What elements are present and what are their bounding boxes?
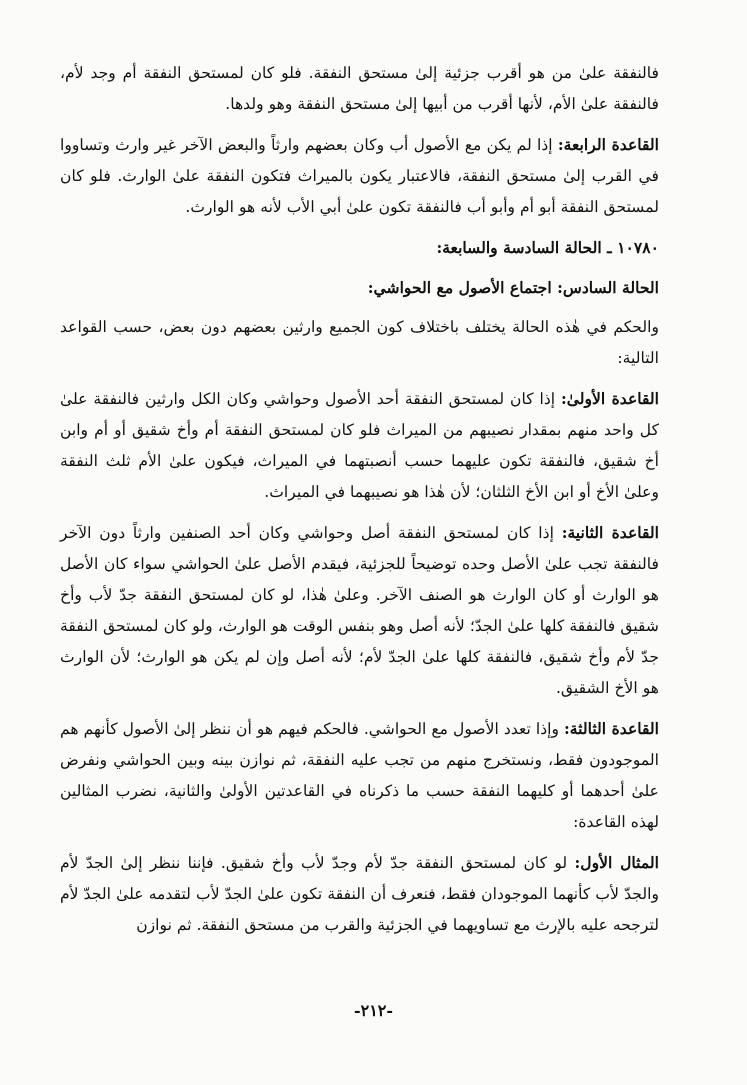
page-number: -٢١٢-: [353, 1001, 394, 1020]
paragraph-text: فالنفقة علىٰ من هو أقرب جزئية إلىٰ مستحق النفقة. فلو كان لمستحق النفقة أم وجد لأم، فالنفقة علىٰ الأم، لأنها أقرب من أبيها إلىٰ مستحق النفقة وهو ولدها.: [60, 64, 659, 113]
paragraph-lead: القاعدة الثانية:: [561, 523, 660, 542]
heading-text: ١٠٧٨٠ ـ الحالة السادسة والسابعة:: [436, 238, 659, 257]
paragraph-text: إذا لم يكن مع الأصول أب وكان بعضهم وارثاً والبعض الآخر غير وارث وتساووا في القرب إلىٰ مستحق النفقة، فالاعتبار يكون بالميراث فتكون النفقة علىٰ الوارث. فلو كان لمستحق النفقة أبو أم وأبو أب فالنفقة تكون علىٰ أبي الأب لأنه هو الوارث.: [60, 136, 659, 216]
paragraph-intro: [60, 312, 659, 374]
paragraph-lead: القاعدة الأولىٰ:: [561, 389, 659, 408]
paragraph-lead: القاعدة الثالثة:: [564, 719, 659, 738]
paragraph-rule-4: [60, 129, 659, 223]
heading-text: الحالة السادس: اجتماع الأصول مع الحواشي:: [367, 278, 659, 297]
paragraph-text: لو كان لمستحق النفقة جدّ لأم وجدّ لأب وأخ شقيق. فإننا ننظر إلىٰ الجدّ لأم والجدّ لأب كأنهما الموجودان فقط، فنعرف أن النفقة تكون علىٰ الجدّ لأب لتقدمه علىٰ الجدّ لأم لترجحه عليه بالإرث مع تساويهما في الجزئية والقرب من مستحق النفقة. ثم نوازن: [60, 854, 659, 934]
paragraph-text: والحكم في هٰذه الحالة يختلف باختلاف كون الجميع وارثين بعضهم دون بعض، حسب القواعد التالية:: [60, 318, 659, 367]
paragraph-rule-2: [60, 517, 659, 704]
paragraph-text: إذا كان لمستحق النفقة أحد الأصول وحواشي وكان الكل وارثين فالنفقة علىٰ كل واحد منهم بمقدار نصيبهم من الميراث فلو كان لمستحق النفقة أم وأخ شقيق أو أم وابن أخ شقيق، فالنفقة تكون عليهما حسب أنصبتهما في الميراث، فيكون علىٰ الأم ثلث النفقة وعلىٰ الأخ أو ابن الأخ الثلثان؛ لأن هٰذا هو نصيبهما في الميراث.: [60, 390, 659, 501]
paragraph-text: وإذا تعدد الأصول مع الحواشي. فالحكم فيهم هو أن ننظر إلىٰ الأصول كأنهم هم الموجودون فقط، ونستخرج منهم من تجب عليه النفقة، ثم نوازن بينه وبين الحواشي ونفرض علىٰ أحدهما أو كليهما النفقة حسب ما ذكرناه في القاعدتين الأولىٰ والثانية، نضرب المثالين لهذه القاعدة:: [60, 720, 659, 831]
paragraph-lead: المثال الأول:: [574, 853, 659, 872]
paragraph-text: إذا كان لمستحق النفقة أصل وحواشي وكان أحد الصنفين وارثاً دون الآخر فالنفقة تجب علىٰ الأصل وحده توضيحاً للجزئية، فيقدم الأصل علىٰ الحواشي سواء كان الأصل هو الوارث أو كان الوارث هو الصنف الآخر. وعلىٰ هٰذا، لو كان لمستحق النفقة جدّ لأب وأخ شقيق فالنفقة كلها علىٰ الجدّ؛ لأنه أصل وهو بنفس الوقت هو الوارث، ولو كان لمستحق النفقة جدّ لأم وأخ شقيق، فالنفقة كلها علىٰ الجدّ لأم؛ لأنه أصل وإن لم يكن هو الوارث؛ لأن الوارث هو الأخ الشقيق.: [60, 524, 659, 697]
paragraph-lead: القاعدة الرابعة:: [557, 135, 659, 154]
paragraph-rule-3: [60, 713, 659, 838]
paragraph-rule-1: [60, 383, 659, 508]
subsection-heading-case-6: [60, 272, 659, 303]
paragraph-example-1: [60, 847, 659, 941]
section-heading-1078: [60, 232, 659, 263]
paragraph-1: [60, 58, 659, 120]
